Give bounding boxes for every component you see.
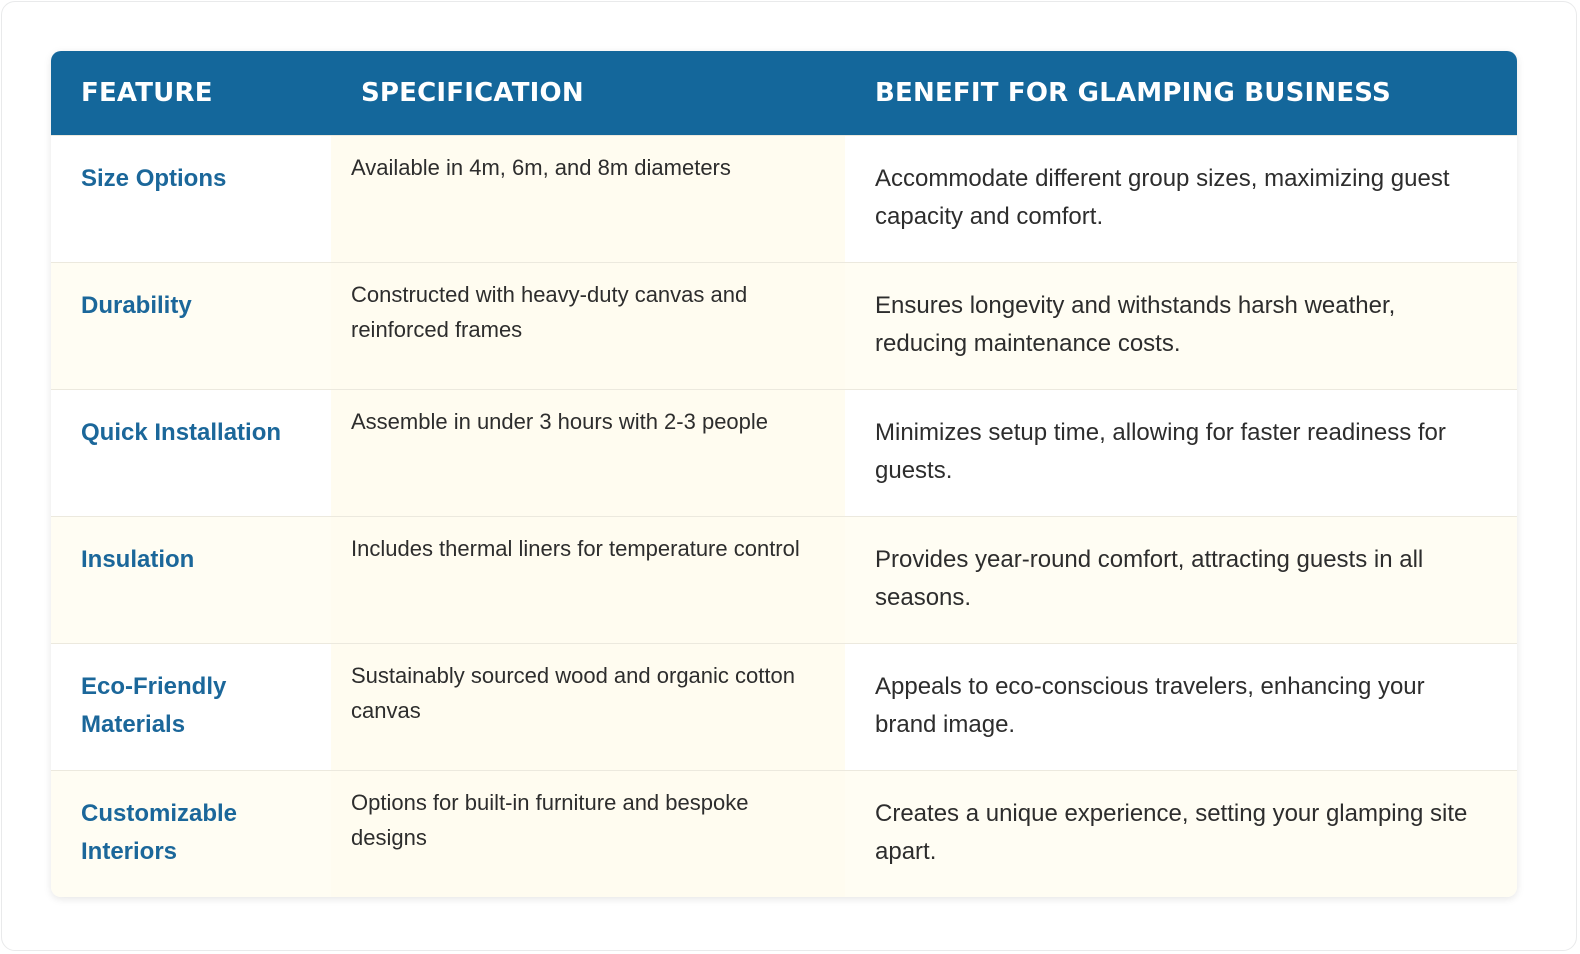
benefit-cell: Ensures longevity and withstands harsh weather, reducing maintenance costs. [875, 291, 1396, 357]
header-feature: FEATURE [81, 77, 213, 108]
table-row [51, 516, 1517, 643]
benefit-cell: Appeals to eco-conscious travelers, enhancing your brand image. [875, 672, 1425, 738]
header-row [51, 51, 1517, 135]
table-row [51, 643, 1517, 770]
header-benefit: BENEFIT FOR GLAMPING BUSINESS [875, 77, 1391, 108]
table-row [51, 389, 1517, 516]
feature-cell: Quick Installation [81, 418, 282, 446]
table-body [51, 135, 1517, 897]
feature-cell: Customizable Interiors [81, 799, 238, 865]
table-row [51, 770, 1517, 897]
yurt-features-table [51, 51, 1517, 897]
feature-cell: Durability [81, 291, 192, 319]
feature-cell: Eco-Friendly Materials [81, 672, 227, 738]
specification-cell: Constructed with heavy-duty canvas and reinforced frames [331, 262, 845, 389]
feature-cell: Size Options [81, 164, 227, 192]
specification-cell: Options for built-in furniture and bespoke designs [331, 770, 845, 897]
specification-cell: Sustainably sourced wood and organic cotton canvas [331, 643, 845, 770]
table-row [51, 135, 1517, 262]
benefit-cell: Provides year-round comfort, attracting guests in all seasons. [875, 545, 1424, 611]
benefit-cell: Minimizes setup time, allowing for faster readiness for guests. [875, 418, 1446, 484]
feature-cell: Insulation [81, 545, 195, 573]
yurt-features-table-container [51, 51, 1517, 897]
table-header [51, 51, 1517, 135]
header-specification: SPECIFICATION [361, 77, 584, 108]
specification-cell: Available in 4m, 6m, and 8m diameters [331, 135, 845, 262]
benefit-cell: Creates a unique experience, setting your glamping site apart. [875, 799, 1468, 865]
benefit-cell: Accommodate different group sizes, maximizing guest capacity and comfort. [875, 164, 1450, 230]
table-row [51, 262, 1517, 389]
specification-cell: Includes thermal liners for temperature control [331, 516, 845, 643]
specification-cell: Assemble in under 3 hours with 2-3 people [331, 389, 845, 516]
